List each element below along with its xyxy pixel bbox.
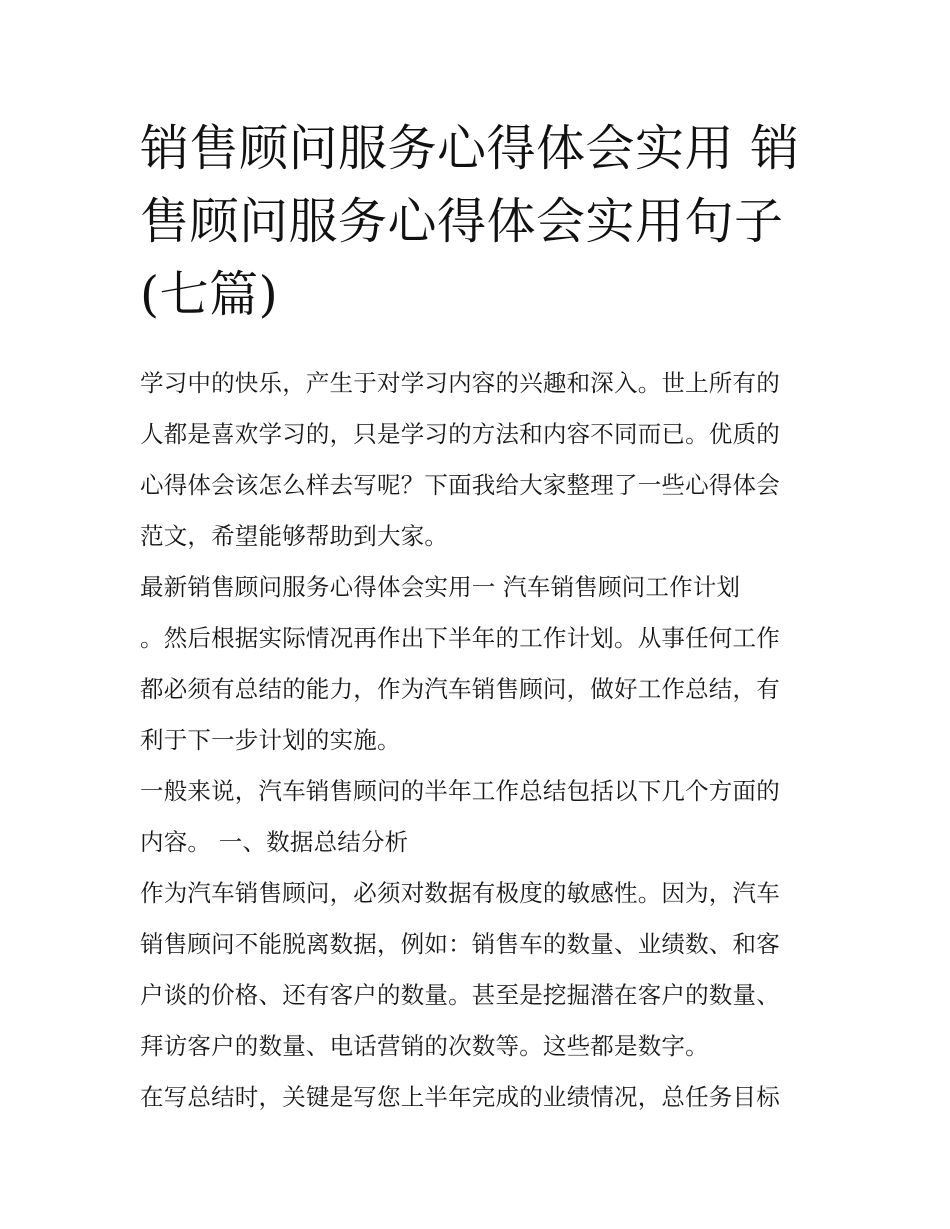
plan-paragraph (140, 613, 820, 766)
data-sensitivity-paragraph (140, 868, 820, 1072)
title-line: 售顾问服务心得体会实用句子 (140, 193, 784, 250)
text-line: 利于下一步计划的实施。 (140, 726, 401, 754)
text-line: 。然后根据实际情况再作出下半年的工作计划。从事任何工作 (140, 624, 780, 652)
title-line: 销售顾问服务心得体会实用 销 (140, 120, 800, 177)
text-line: 人都是喜欢学习的，只是学习的方法和内容不同而已。优质的 (140, 420, 780, 448)
summary-aspects-paragraph (140, 766, 820, 868)
text-line: 都必须有总结的能力，作为汽车销售顾问，做好工作总结，有 (140, 675, 780, 703)
text-line: 拜访客户的数量、电话营销的次数等。这些都是数字。 (140, 1032, 709, 1060)
title-line: (七篇) (140, 266, 279, 323)
section-heading-paragraph (140, 562, 820, 613)
text-line: 最新销售顾问服务心得体会实用一 汽车销售顾问工作计划 (140, 573, 741, 601)
text-line: 内容。 一、数据总结分析 (140, 828, 409, 856)
text-line: 作为汽车销售顾问，必须对数据有极度的敏感性。因为，汽车 (140, 879, 780, 907)
writing-summary-paragraph (140, 1072, 820, 1123)
document-title (140, 112, 820, 331)
text-line: 心得体会该怎么样去写呢？下面我给大家整理了一些心得体会 (140, 471, 780, 499)
text-line: 范文，希望能够帮助到大家。 (140, 522, 449, 550)
text-line: 在写总结时，关键是写您上半年完成的业绩情况，总任务目标 (140, 1083, 780, 1111)
text-line: 户谈的价格、还有客户的数量。甚至是挖掘潜在客户的数量、 (140, 981, 780, 1009)
document-body (140, 358, 820, 1123)
text-line: 销售顾问不能脱离数据，例如：销售车的数量、业绩数、和客 (140, 930, 780, 958)
text-line: 一般来说，汽车销售顾问的半年工作总结包括以下几个方面的 (140, 777, 780, 805)
text-line: 学习中的快乐，产生于对学习内容的兴趣和深入。世上所有的 (140, 369, 780, 397)
intro-paragraph (140, 358, 820, 562)
